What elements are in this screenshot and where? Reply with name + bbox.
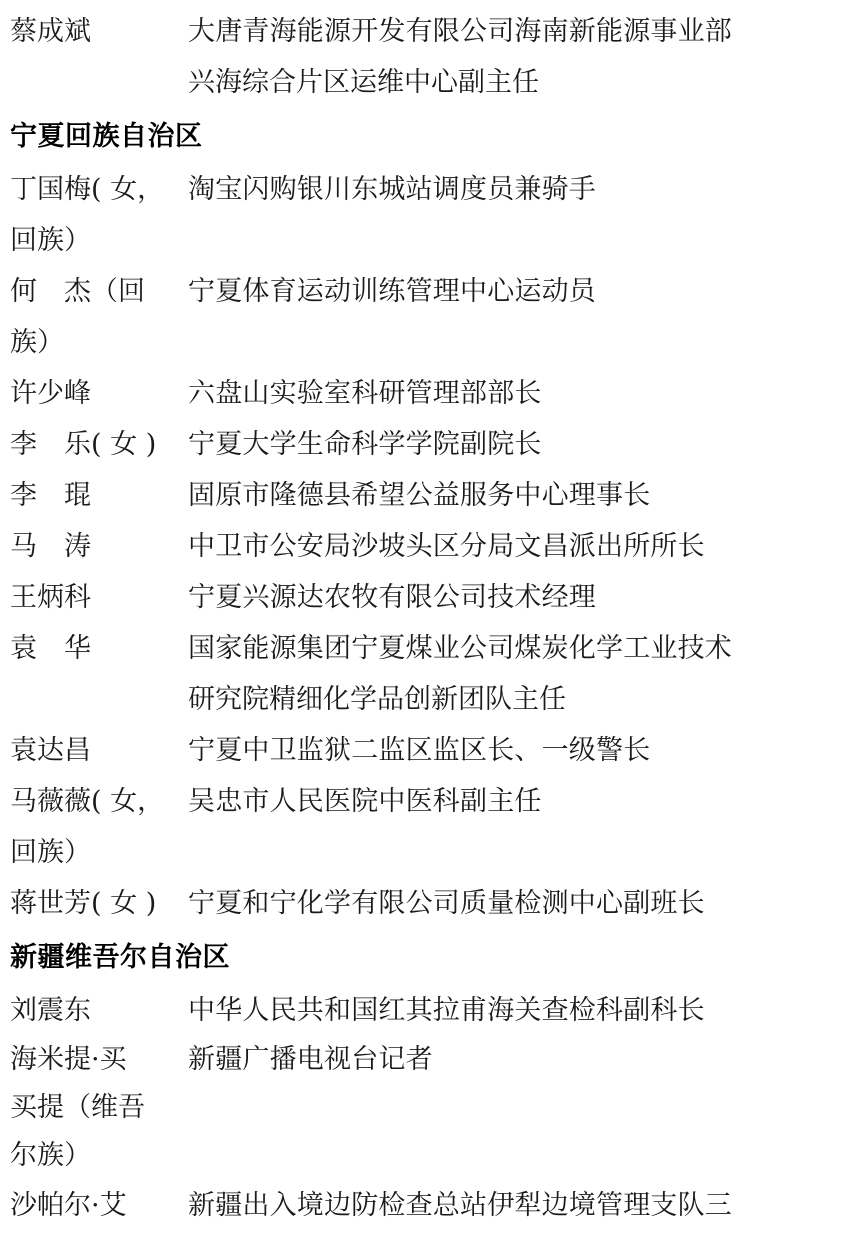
entry-description: 中卫市公安局沙坡头区分局文昌派出所所长 <box>188 531 705 562</box>
list-item <box>10 470 852 521</box>
entry-name: 王炳科 <box>10 582 91 613</box>
entry-description: 宁夏中卫监狱二监区监区长、一级警长 <box>188 735 651 766</box>
entry-description: 新疆出入境边防检查总站伊犁边境管理支队三 <box>188 1190 732 1221</box>
entry-name: 沙帕尔·艾 <box>10 1190 127 1221</box>
entry-description: 中华人民共和国红其拉甫海关查检科副科长 <box>188 995 705 1026</box>
entry-description: 宁夏兴源达农牧有限公司技术经理 <box>188 582 596 613</box>
list-item <box>10 368 852 419</box>
entry-description: 固原市隆德县希望公益服务中心理事长 <box>188 480 651 511</box>
entry-name: 袁 华 <box>10 633 91 664</box>
list-item <box>10 776 852 827</box>
section-heading: 宁夏回族自治区 <box>10 121 203 152</box>
entry-name: 蔡成斌 <box>10 16 91 47</box>
entry-description: 新疆广播电视台记者 <box>188 1044 433 1075</box>
list-item <box>10 6 852 57</box>
entry-name: 李 乐( 女 ) <box>10 429 157 460</box>
entry-description-continuation: 研究院精细化学品创新团队主任 <box>188 684 566 715</box>
entry-name-continuation: 族） <box>10 327 64 358</box>
list-item <box>10 266 852 317</box>
entry-name: 李 琨 <box>10 480 91 511</box>
list-item <box>10 1180 852 1231</box>
list-item <box>10 572 852 623</box>
entry-description: 大唐青海能源开发有限公司海南新能源事业部 <box>188 16 732 47</box>
entry-name-continuation: 尔族） <box>10 1140 91 1171</box>
list-item <box>10 521 852 572</box>
entry-name: 海米提·买 <box>10 1044 127 1075</box>
entry-description: 吴忠市人民医院中医科副主任 <box>188 786 542 817</box>
entry-description-continuation: 兴海综合片区运维中心副主任 <box>188 67 539 98</box>
entry-name-continuation: 回族） <box>10 837 91 868</box>
section-heading: 新疆维吾尔自治区 <box>10 942 230 973</box>
entry-name: 马 涛 <box>10 531 91 562</box>
entry-name: 马薇薇( 女， <box>10 786 165 817</box>
entry-name-continuation: 回族） <box>10 225 91 256</box>
entry-name: 刘震东 <box>10 995 91 1026</box>
entry-name: 袁达昌 <box>10 735 91 766</box>
entry-description: 宁夏大学生命科学学院副院长 <box>188 429 542 460</box>
list-item <box>10 164 852 215</box>
list-item <box>10 1036 852 1084</box>
list-item <box>10 878 852 929</box>
list-item <box>10 725 852 776</box>
entry-description: 宁夏体育运动训练管理中心运动员 <box>188 276 596 307</box>
entry-name-continuation: 买提（维吾 <box>10 1092 145 1123</box>
entry-name: 许少峰 <box>10 378 91 409</box>
entry-name: 蒋世芳( 女 ) <box>10 888 157 919</box>
entry-description: 国家能源集团宁夏煤业公司煤炭化学工业技术 <box>188 633 732 664</box>
list-item <box>10 623 852 674</box>
entry-name: 何 杰（回 <box>10 276 145 307</box>
list-item <box>10 985 852 1036</box>
list-item <box>10 419 852 470</box>
entry-description: 六盘山实验室科研管理部部长 <box>188 378 542 409</box>
entry-name: 丁国梅( 女， <box>10 174 165 205</box>
entry-description: 淘宝闪购银川东城站调度员兼骑手 <box>188 174 596 205</box>
entry-description: 宁夏和宁化学有限公司质量检测中心副班长 <box>188 888 705 919</box>
